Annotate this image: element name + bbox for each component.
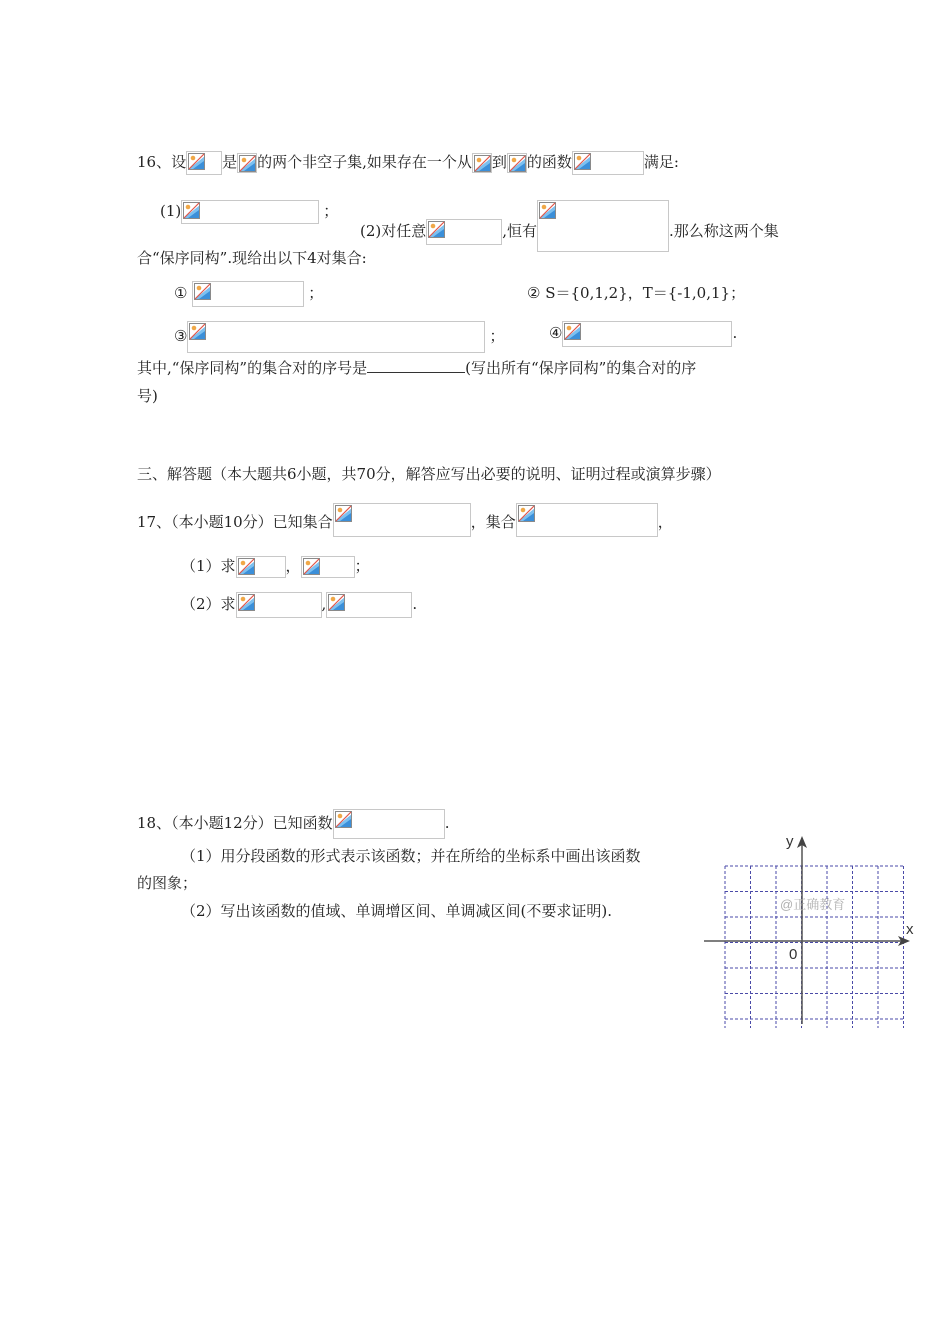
formula-image bbox=[333, 503, 471, 537]
broken-image-icon bbox=[509, 155, 526, 172]
formula-image bbox=[426, 219, 502, 245]
broken-image-icon bbox=[428, 221, 445, 238]
broken-image-icon bbox=[239, 155, 256, 172]
formula-image bbox=[326, 592, 412, 618]
q17-text: 17、（本小题10分）已知集合 bbox=[137, 513, 333, 531]
broken-image-icon bbox=[194, 283, 211, 300]
answer-blank[interactable] bbox=[367, 358, 465, 373]
q16-pair-1 bbox=[174, 281, 323, 307]
formula-image bbox=[237, 153, 257, 173]
coordinate-grid-figure bbox=[700, 828, 922, 1028]
broken-image-icon bbox=[539, 202, 556, 219]
q17-text: ， bbox=[285, 557, 301, 575]
q18-text: 18、（本小题12分）已知函数 bbox=[137, 814, 333, 832]
y-axis-label: y bbox=[786, 833, 794, 850]
q17-text: （1）求 bbox=[181, 557, 236, 575]
broken-image-icon bbox=[335, 505, 352, 522]
origin-label: 0 bbox=[789, 946, 798, 963]
q16-pair-4 bbox=[549, 321, 737, 347]
q17-line1 bbox=[137, 503, 673, 537]
broken-image-icon bbox=[328, 594, 345, 611]
q16-line3: 合“保序同构”.现给出以下4对集合: bbox=[137, 249, 367, 267]
q16-text: 的两个非空子集,如果存在一个从 bbox=[257, 153, 472, 171]
broken-image-icon bbox=[238, 594, 255, 611]
broken-image-icon bbox=[189, 323, 206, 340]
formula-image bbox=[516, 503, 658, 537]
answer-text: (写出所有“保序同构”的集合对的序 bbox=[465, 359, 697, 377]
q18-sub-1b: 的图象； bbox=[137, 874, 198, 892]
formula-image bbox=[236, 592, 322, 618]
q17-text: ，集合 bbox=[470, 513, 516, 531]
q16-condition-1 bbox=[160, 200, 338, 224]
q16-line1 bbox=[137, 151, 679, 175]
q16-text: 满足: bbox=[643, 153, 679, 171]
pair-end: ； bbox=[489, 327, 505, 345]
broken-image-icon bbox=[564, 323, 581, 340]
q17-text: , bbox=[321, 595, 327, 613]
q16-condition-2 bbox=[360, 200, 779, 252]
pair-number: ③ bbox=[174, 327, 188, 345]
watermark: @正确教育 bbox=[780, 897, 846, 912]
formula-image bbox=[572, 151, 644, 175]
pair-number: ④ bbox=[549, 324, 563, 342]
pair-number: ① bbox=[174, 284, 188, 302]
broken-image-icon bbox=[238, 558, 255, 575]
broken-image-icon bbox=[335, 811, 352, 828]
condition-label: (1) bbox=[160, 202, 182, 220]
q18-text: . bbox=[444, 814, 450, 832]
q16-number: 16、设 bbox=[137, 153, 187, 171]
dashed-grid bbox=[725, 866, 904, 1028]
pair-end: ； bbox=[308, 284, 324, 302]
condition-text: ,恒有 bbox=[502, 222, 538, 240]
formula-image bbox=[181, 200, 319, 224]
q16-text: 是 bbox=[222, 153, 238, 171]
x-axis-label: x bbox=[906, 921, 914, 938]
formula-image bbox=[301, 556, 355, 578]
answer-text: 其中,“保序同构”的集合对的序号是 bbox=[137, 359, 368, 377]
q17-text: . bbox=[412, 595, 418, 613]
q17-text: ； bbox=[354, 557, 370, 575]
broken-image-icon bbox=[188, 153, 205, 170]
formula-image bbox=[192, 281, 304, 307]
q16-answer-line2: 号) bbox=[137, 387, 158, 405]
formula-image bbox=[507, 153, 527, 173]
q16-answer-line bbox=[137, 358, 696, 378]
pair-end: . bbox=[732, 324, 738, 342]
broken-image-icon bbox=[303, 558, 320, 575]
condition-label: (2)对任意 bbox=[360, 222, 427, 240]
formula-image bbox=[333, 809, 445, 839]
broken-image-icon bbox=[574, 153, 591, 170]
condition-end: ； bbox=[323, 202, 339, 220]
broken-image-icon bbox=[518, 505, 535, 522]
formula-image bbox=[472, 153, 492, 173]
q18-sub-1a: （1）用分段函数的形式表示该函数；并在所给的坐标系中画出该函数 bbox=[181, 847, 641, 865]
formula-image bbox=[187, 321, 485, 353]
formula-image bbox=[236, 556, 286, 578]
q17-text: ， bbox=[657, 513, 673, 531]
q16-text: 的函数 bbox=[526, 153, 572, 171]
formula-image bbox=[537, 200, 669, 252]
q18-sub-2: （2）写出该函数的值域、单调增区间、单调减区间(不要求证明). bbox=[181, 902, 613, 920]
q17-text: （2）求 bbox=[181, 595, 236, 613]
broken-image-icon bbox=[183, 202, 200, 219]
formula-image bbox=[186, 151, 222, 175]
formula-image bbox=[562, 321, 732, 347]
broken-image-icon bbox=[474, 155, 491, 172]
q16-text: 到 bbox=[491, 153, 507, 171]
q16-pair-2: ② S＝{0,1,2}，T＝{-1,0,1}； bbox=[527, 284, 746, 302]
q17-sub-1 bbox=[181, 556, 370, 578]
condition-text: .那么称这两个集 bbox=[669, 222, 779, 240]
section-heading: 三、解答题（本大题共6小题，共70分，解答应写出必要的说明、证明过程或演算步骤） bbox=[137, 465, 721, 483]
q17-sub-2 bbox=[181, 592, 417, 618]
q16-pair-3 bbox=[174, 321, 504, 353]
q18-line1 bbox=[137, 809, 449, 839]
